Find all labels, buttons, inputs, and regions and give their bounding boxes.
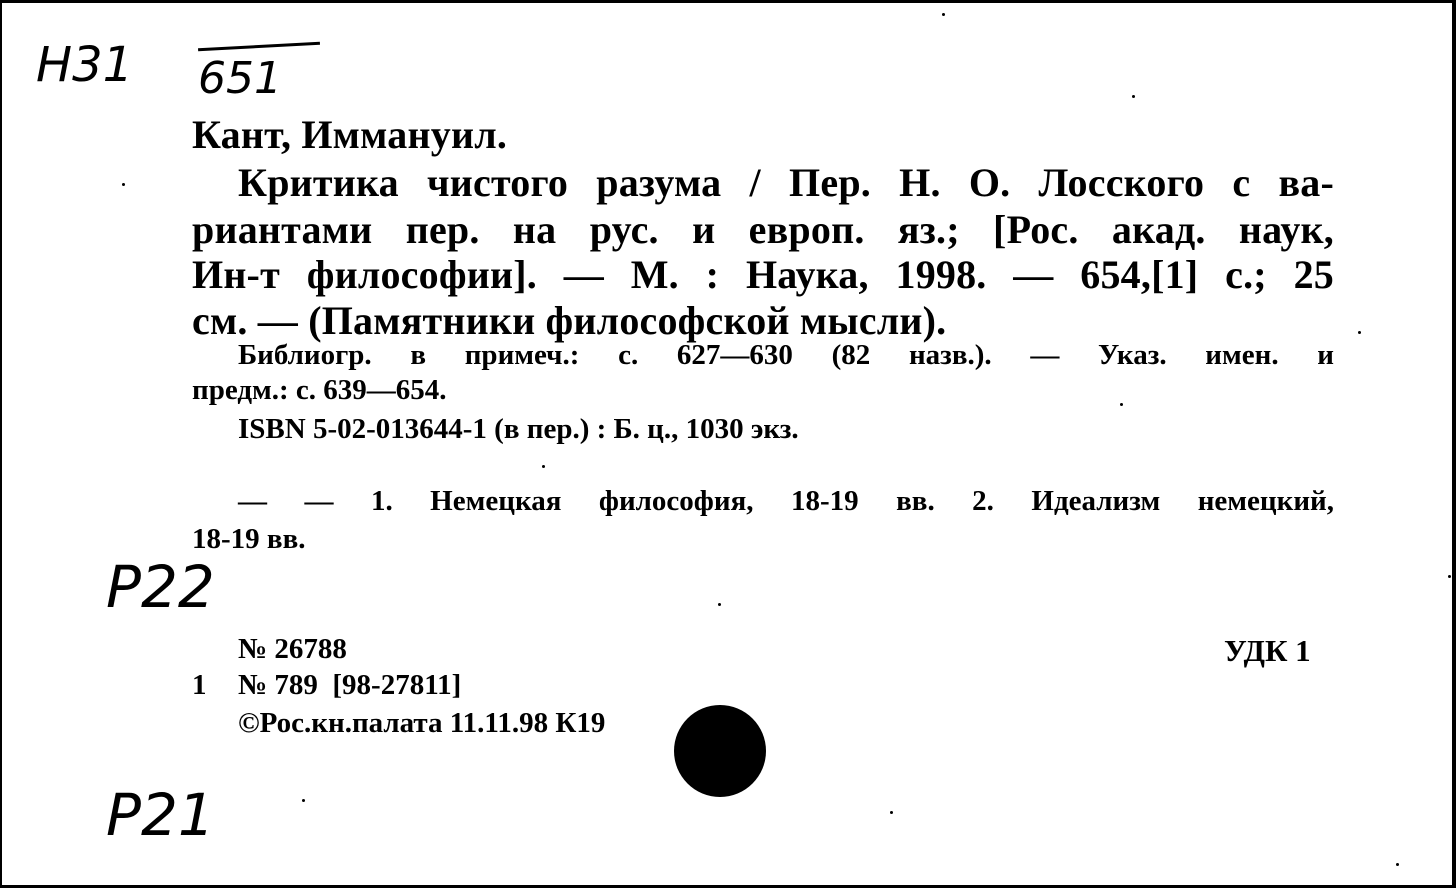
index-digit: 1: [192, 669, 207, 701]
handwritten-shelf-mark-top: P22: [106, 553, 215, 621]
book-chamber-line: ©Рос.кн.палата 11.11.98 К19: [238, 707, 606, 739]
handwritten-overline: [198, 42, 320, 51]
scan-speck: [718, 603, 721, 606]
punch-hole: [674, 705, 766, 797]
isbn-line: ISBN 5-02-013644-1 (в пер.) : Б. ц., 1030 экз.: [238, 413, 799, 445]
title-line-1: Критика чистого разума / Пер. Н. О. Лосского с ва-: [238, 160, 1334, 205]
scan-speck: [1448, 575, 1451, 578]
scan-speck: [1132, 95, 1135, 98]
author-heading: Кант, Иммануил.: [192, 112, 508, 157]
scan-speck: [890, 811, 893, 814]
notes-line-2: предм.: с. 639—654.: [192, 374, 447, 406]
subjects-line-1: — — 1. Немецкая философия, 18-19 вв. 2. Идеализм немецкий,: [238, 485, 1334, 517]
title-line-3: Ин-т философии]. — М. : Наука, 1998. — 654,[1] с.; 25: [192, 252, 1334, 297]
scan-speck: [1396, 863, 1399, 866]
notes-line-1: Библиогр. в примеч.: с. 627—630 (82 назв.). — Указ. имен. и: [238, 339, 1334, 371]
title-line-4: см. — (Памятники философской мысли).: [192, 298, 947, 343]
udk-code: УДК 1: [1224, 633, 1311, 668]
scan-speck: [1120, 403, 1123, 406]
scan-speck: [1358, 331, 1361, 334]
scan-speck: [122, 183, 125, 186]
scan-speck: [542, 465, 545, 468]
handwritten-shelf-mark-bottom: P21: [106, 781, 215, 849]
subjects-line-2: 18-19 вв.: [192, 523, 306, 555]
second-record-number: № 789 [98-27811]: [238, 669, 462, 701]
scan-speck: [302, 799, 305, 802]
handwritten-call-value: 651: [198, 53, 282, 104]
scan-speck: [942, 13, 945, 16]
handwritten-call-prefix: H31: [36, 37, 134, 93]
title-line-2: риантами пер. на рус. и европ. яз.; [Рос. акад. наук,: [192, 207, 1334, 252]
record-number: № 26788: [238, 633, 347, 665]
